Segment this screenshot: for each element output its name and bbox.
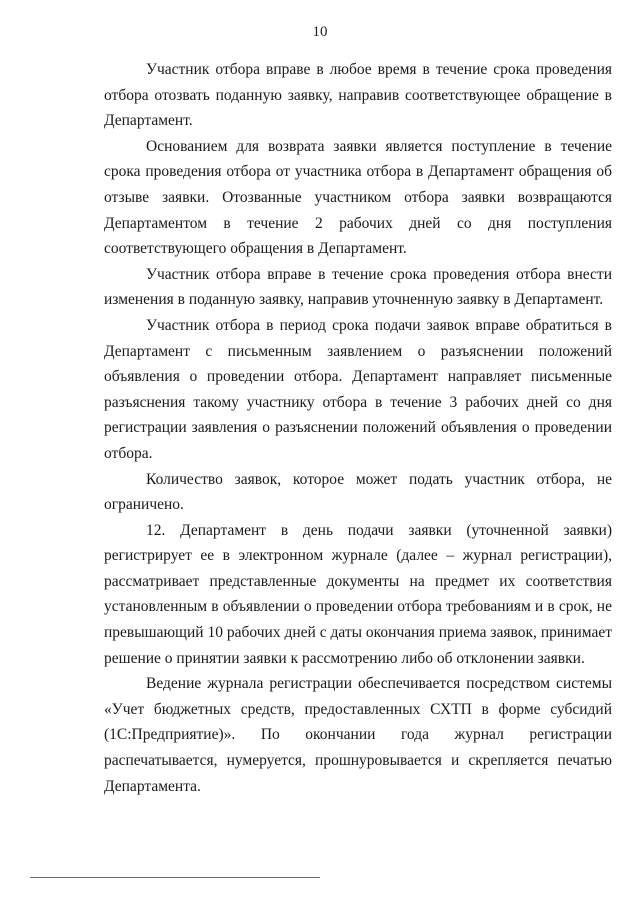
paragraph-withdrawal-grounds: Основанием для возврата заявки является поступление в течение срока проведения отбора от участника отбора в Департамент обращения об отзыве заявки. Отозванные участником отбора заявки возвращаются Департаментом в течение 2 рабочих дней со дня поступления соответствующего обращения в Департамент.	[104, 137, 612, 258]
paragraph-withdrawal-right: Участник отбора вправе в любое время в течение срока проведения отбора отозвать поданную заявку, направив соответствующее обращение в Департамент.	[104, 61, 612, 130]
paragraph-application-count: Количество заявок, которое может подать участник отбора, не ограничено.	[104, 470, 612, 514]
paragraph-item-12-registration: 12. Департамент в день подачи заявки (уточненной заявки) регистрирует ее в электронном журнале (далее – журнал регистрации), рассматривает представленные документы на предмет их соответствия установленным в объявлении о проведении отбора требованиям и в срок, не превышающий 10 рабочих дней с даты окончания приема заявок, принимает решение о принятии заявки к рассмотрению либо об отклонении заявки.	[104, 521, 612, 667]
paragraph-registration-journal: Ведение журнала регистрации обеспечивается посредством системы «Учет бюджетных средств, предоставленных СХТП в форме субсидий (1С:Предприятие)». По окончании года журнал регистрации распечатывается, нумеруется, прошнуровывается и скрепляется печатью Департамента.	[104, 675, 612, 795]
paragraph-amendment-right: Участник отбора вправе в течение срока проведения отбора внести изменения в поданную заявку, направив уточненную заявку в Департамент.	[104, 265, 612, 309]
paragraph-clarification-request: Участник отбора в период срока подачи заявок вправе обратиться в Департамент с письменным заявлением о разъяснении положений объявления о проведении отбора. Департамент направляет письменные разъяснения такому участнику отбора в течение 3 рабочих дней со дня регистрации заявления о разъяснении положений объявления о проведении отбора.	[104, 316, 612, 462]
document-body	[104, 57, 612, 799]
footer-divider	[30, 877, 320, 878]
page-number: 10	[312, 24, 328, 40]
